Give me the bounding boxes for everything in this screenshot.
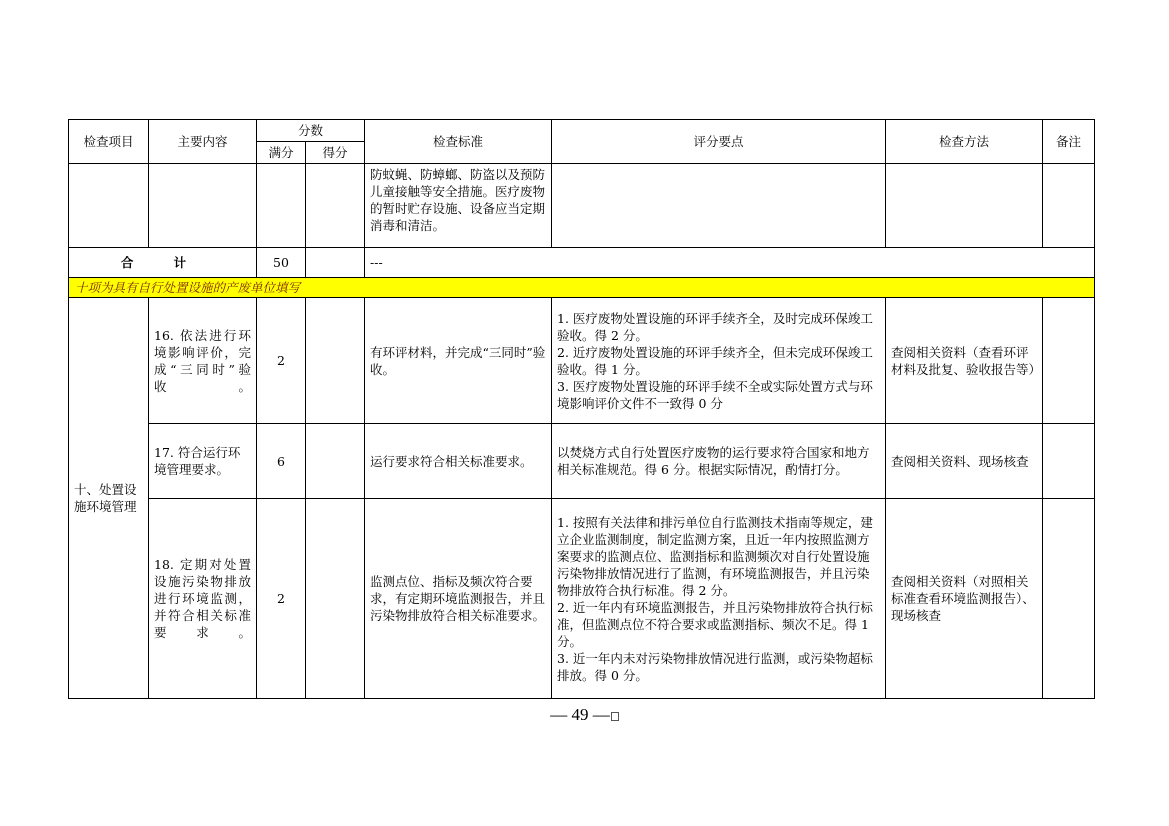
row-18-standard: 监测点位、指标及频次符合要求，有定期环境监测报告，并且污染物排放符合相关标准要求。 xyxy=(365,499,552,699)
row-18-full: 2 xyxy=(257,499,306,699)
table-row xyxy=(69,424,1095,499)
row-17-full: 6 xyxy=(257,424,306,499)
row-17-points: 以焚烧方式自行处置医疗废物的运行要求符合国家和地方相关标准规范。得 6 分。根据实际情况，酌情打分。 xyxy=(552,424,886,499)
row-17-content: 17. 符合运行环境管理要求。 xyxy=(149,424,257,499)
page-number: — 49 — xyxy=(0,705,1169,725)
total-label: 合 计 xyxy=(69,248,257,278)
table-row xyxy=(69,298,1095,424)
header-full-score: 满分 xyxy=(257,142,306,164)
row-17-method: 查阅相关资料、现场核查 xyxy=(886,424,1043,499)
row-16-points: 1. 医疗废物处置设施的环评手续齐全，及时完成环保竣工验收。得 2 分。 2. 近疗废物处置设施的环评手续齐全，但未完成环保竣工验收。得 1 分。 3. 医疗废物处置设施的环评手续不全或实际处置方式与环境影响评价文件不一致得 0 分 xyxy=(552,298,886,424)
total-standard: --- xyxy=(365,248,1095,278)
header-note: 备注 xyxy=(1043,120,1095,164)
header-score: 分数 xyxy=(257,120,365,142)
header-points: 评分要点 xyxy=(552,120,886,164)
header-item: 检查项目 xyxy=(69,120,149,164)
total-row xyxy=(69,248,1095,278)
section-banner: 十项为具有自行处置设施的产废单位填写 xyxy=(69,278,1095,298)
header-method: 检查方法 xyxy=(886,120,1043,164)
header-standard: 检查标准 xyxy=(365,120,552,164)
table-row xyxy=(69,499,1095,699)
row-17-standard: 运行要求符合相关标准要求。 xyxy=(365,424,552,499)
row-18-content: 18. 定期对处置设施污染物排放进行环境监测，并符合相关标准要求。 xyxy=(149,499,257,699)
section-banner-row xyxy=(69,278,1095,298)
glyph-box-icon xyxy=(611,712,619,721)
section-item: 十、处置设施环境管理 xyxy=(69,298,149,699)
carry-standard: 防蚊蝇、防蟑螂、防盗以及预防儿童接触等安全措施。医疗废物的暂时贮存设施、设备应当定期消毒和清洁。 xyxy=(365,164,552,248)
row-16-method: 查阅相关资料（查看环评材料及批复、验收报告等） xyxy=(886,298,1043,424)
row-16-standard: 有环评材料，并完成“三同时”验收。 xyxy=(365,298,552,424)
total-score: 50 xyxy=(257,248,306,278)
table-row xyxy=(69,164,1095,248)
row-16-full: 2 xyxy=(257,298,306,424)
inspection-table xyxy=(68,119,1095,699)
row-18-points: 1. 按照有关法律和排污单位自行监测技术指南等规定，建立企业监测制度，制定监测方案，且近一年内按照监测方案要求的监测点位、监测指标和监测频次对自行处置设施污染物排放情况进行了监测，有环境监测报告，并且污染物排放符合执行标准。得 2 分。 2. 近一年内有环境监测报告，并且污染物排放符合执行标准，但监测点位不符合要求或监测指标、频次不足。得 1 分。 3. 近一年内未对污染物排放情况进行监测，或污染物超标排放。得 0 分。 xyxy=(552,499,886,699)
header-got-score: 得分 xyxy=(306,142,365,164)
row-16-content: 16. 依法进行环境影响评价，完成“三同时”验收。 xyxy=(149,298,257,424)
header-content: 主要内容 xyxy=(149,120,257,164)
row-18-method: 查阅相关资料（对照相关标准查看环境监测报告）、现场核查 xyxy=(886,499,1043,699)
